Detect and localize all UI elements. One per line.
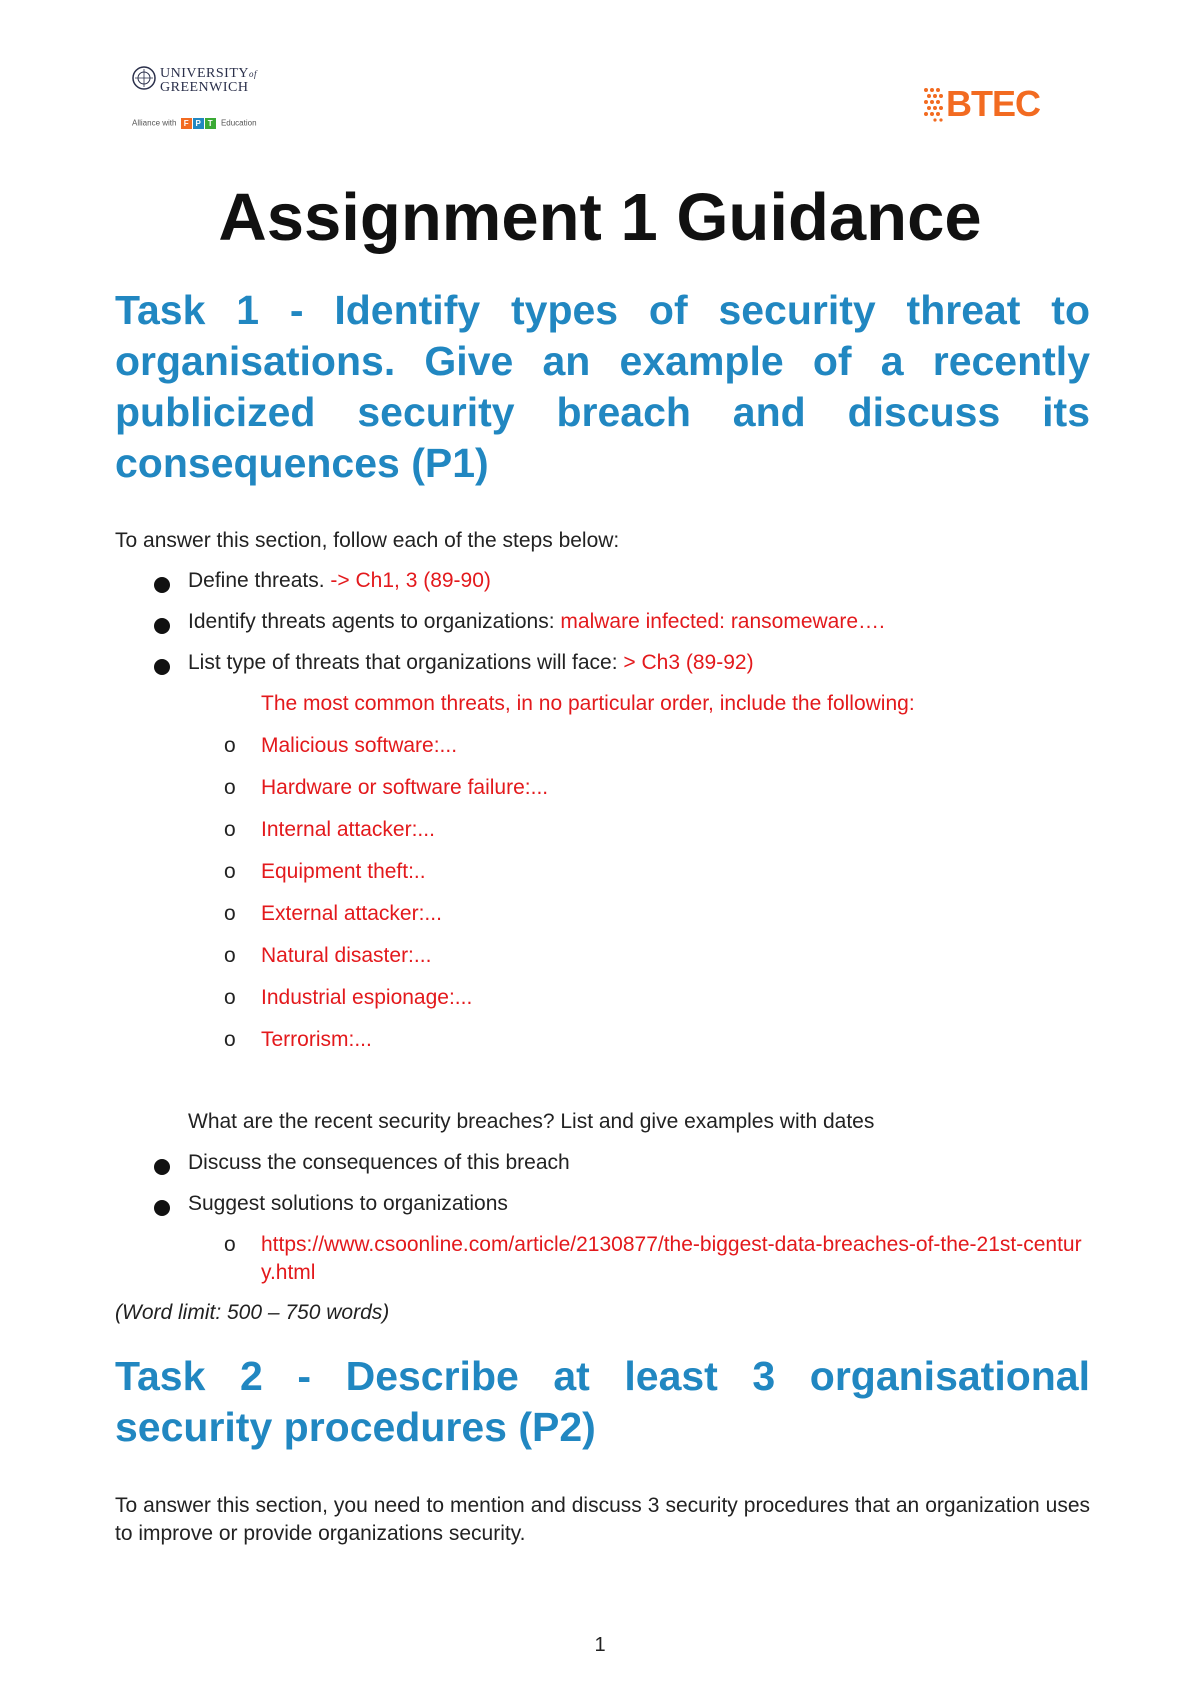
task2-text: To answer this section, you need to mention and discuss 3 security procedures that an organization uses to improve or provide organizations security. bbox=[115, 1494, 1090, 1545]
fpt-letter-f: F bbox=[181, 118, 192, 129]
university-line1: UNIVERSITY bbox=[160, 66, 249, 81]
university-line2: GREENWICH bbox=[160, 80, 249, 95]
tagline-suffix: Education bbox=[220, 118, 257, 128]
bullet-threat-types bbox=[188, 649, 754, 677]
threat-item: Industrial espionage:... bbox=[261, 986, 473, 1009]
university-seal-icon bbox=[132, 66, 156, 90]
page-number: 1 bbox=[594, 1634, 606, 1656]
page-title: Assignment 1 Guidance bbox=[218, 180, 982, 255]
fpt-letter-t: T bbox=[205, 118, 216, 129]
university-logo bbox=[132, 66, 282, 134]
bullet-text: Identify threats agents to organizations: bbox=[188, 610, 561, 633]
sub-bullet-marker: o bbox=[224, 818, 236, 841]
threat-item: External attacker:... bbox=[261, 902, 442, 925]
university-of: of bbox=[249, 69, 258, 79]
threat-item: Malicious software:... bbox=[261, 734, 458, 757]
bullet-icon bbox=[154, 577, 170, 593]
breaches-question: What are the recent security breaches? List and give examples with dates bbox=[188, 1110, 875, 1133]
common-threats-intro: The most common threats, in no particular order, include the following: bbox=[261, 692, 915, 715]
bullet-threat-agents bbox=[188, 608, 885, 636]
bullet-note: malware infected: ransomeware…. bbox=[560, 610, 885, 633]
bullet-solutions: Suggest solutions to organizations bbox=[188, 1192, 508, 1215]
bullet-icon bbox=[154, 618, 170, 634]
sub-bullet-marker: o bbox=[224, 902, 236, 925]
university-name bbox=[160, 67, 257, 95]
sub-bullet-marker: o bbox=[224, 734, 236, 757]
sub-bullet-marker: o bbox=[224, 1028, 236, 1051]
bullet-icon bbox=[154, 1200, 170, 1216]
tagline-prefix: Alliance with bbox=[132, 118, 177, 128]
breaches-article-link[interactable]: https://www.csoonline.com/article/2130877/the-biggest-data-breaches-of-the-21st-century.html bbox=[261, 1233, 1082, 1284]
bullet-note: -> Ch1, 3 (89-90) bbox=[330, 569, 491, 592]
btec-wordmark: BTEC bbox=[946, 83, 1040, 124]
task1-heading: Task 1 - Identify types of security threat to organisations. Give an example of a recently publicized security breach and discuss its consequences (P1) bbox=[115, 287, 1090, 486]
bullet-text: Define threats. bbox=[188, 569, 331, 592]
threat-item: Equipment theft:.. bbox=[261, 860, 426, 883]
task1-intro: To answer this section, follow each of the steps below: bbox=[115, 529, 620, 552]
bullet-icon bbox=[154, 1159, 170, 1175]
threat-item: Internal attacker:... bbox=[261, 818, 435, 841]
bullet-icon bbox=[154, 659, 170, 675]
bullet-define-threats bbox=[188, 567, 491, 595]
fpt-logo bbox=[181, 118, 217, 129]
bullet-consequences: Discuss the consequences of this breach bbox=[188, 1151, 570, 1174]
sub-bullet-marker: o bbox=[224, 944, 236, 967]
sub-bullet-marker: o bbox=[224, 860, 236, 883]
bullet-text: List type of threats that organizations will face: bbox=[188, 651, 624, 674]
sub-bullet-marker: o bbox=[224, 986, 236, 1009]
sub-bullet-marker: o bbox=[224, 776, 236, 799]
sub-bullet-marker: o bbox=[224, 1233, 236, 1256]
bullet-note: > Ch3 (89-92) bbox=[623, 651, 754, 674]
fpt-letter-p: P bbox=[193, 118, 204, 129]
btec-dots-icon bbox=[922, 86, 944, 122]
alliance-tagline bbox=[132, 118, 257, 129]
word-limit: (Word limit: 500 – 750 words) bbox=[115, 1301, 390, 1324]
btec-logo bbox=[922, 82, 1062, 126]
threat-item: Terrorism:... bbox=[261, 1028, 372, 1051]
task2-heading: Task 2 - Describe at least 3 organisational security procedures (P2) bbox=[115, 1353, 1090, 1450]
threat-item: Hardware or software failure:... bbox=[261, 776, 549, 799]
threat-item: Natural disaster:... bbox=[261, 944, 432, 967]
